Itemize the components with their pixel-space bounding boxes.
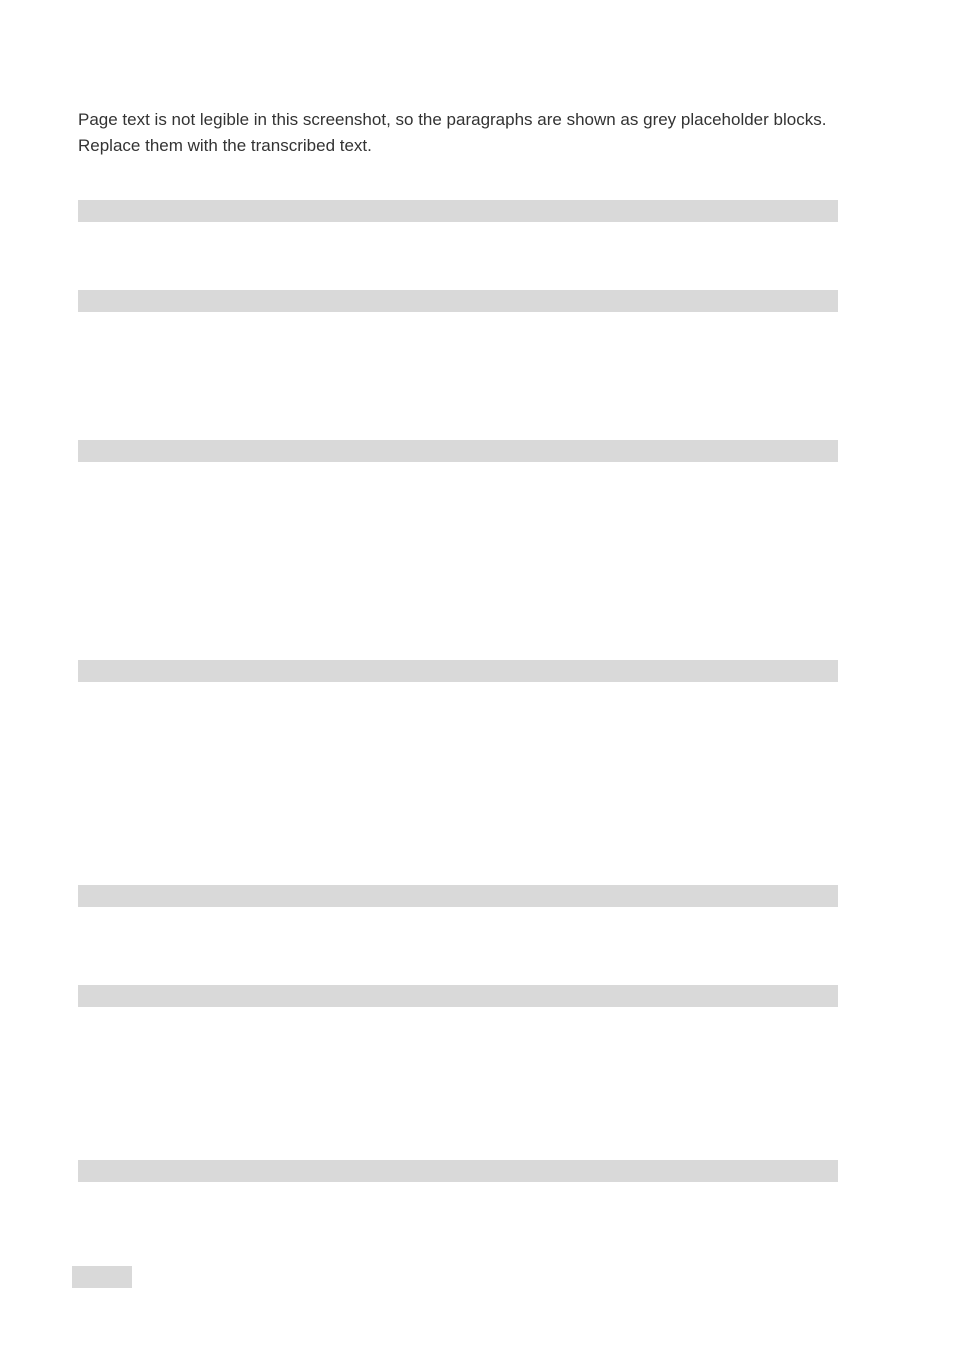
page-number-placeholder [72,1266,132,1288]
text-placeholder [78,200,838,222]
text-placeholder [78,985,838,1007]
text-placeholder [78,290,838,312]
text-placeholder [78,885,838,907]
placeholder-note: Page text is not legible in this screenshot, so the paragraphs are shown as grey placeholder blocks. Replace them with the transcribed text. [78,110,827,155]
text-placeholder [78,1160,838,1182]
text-placeholder [78,440,838,462]
text-placeholder [78,660,838,682]
